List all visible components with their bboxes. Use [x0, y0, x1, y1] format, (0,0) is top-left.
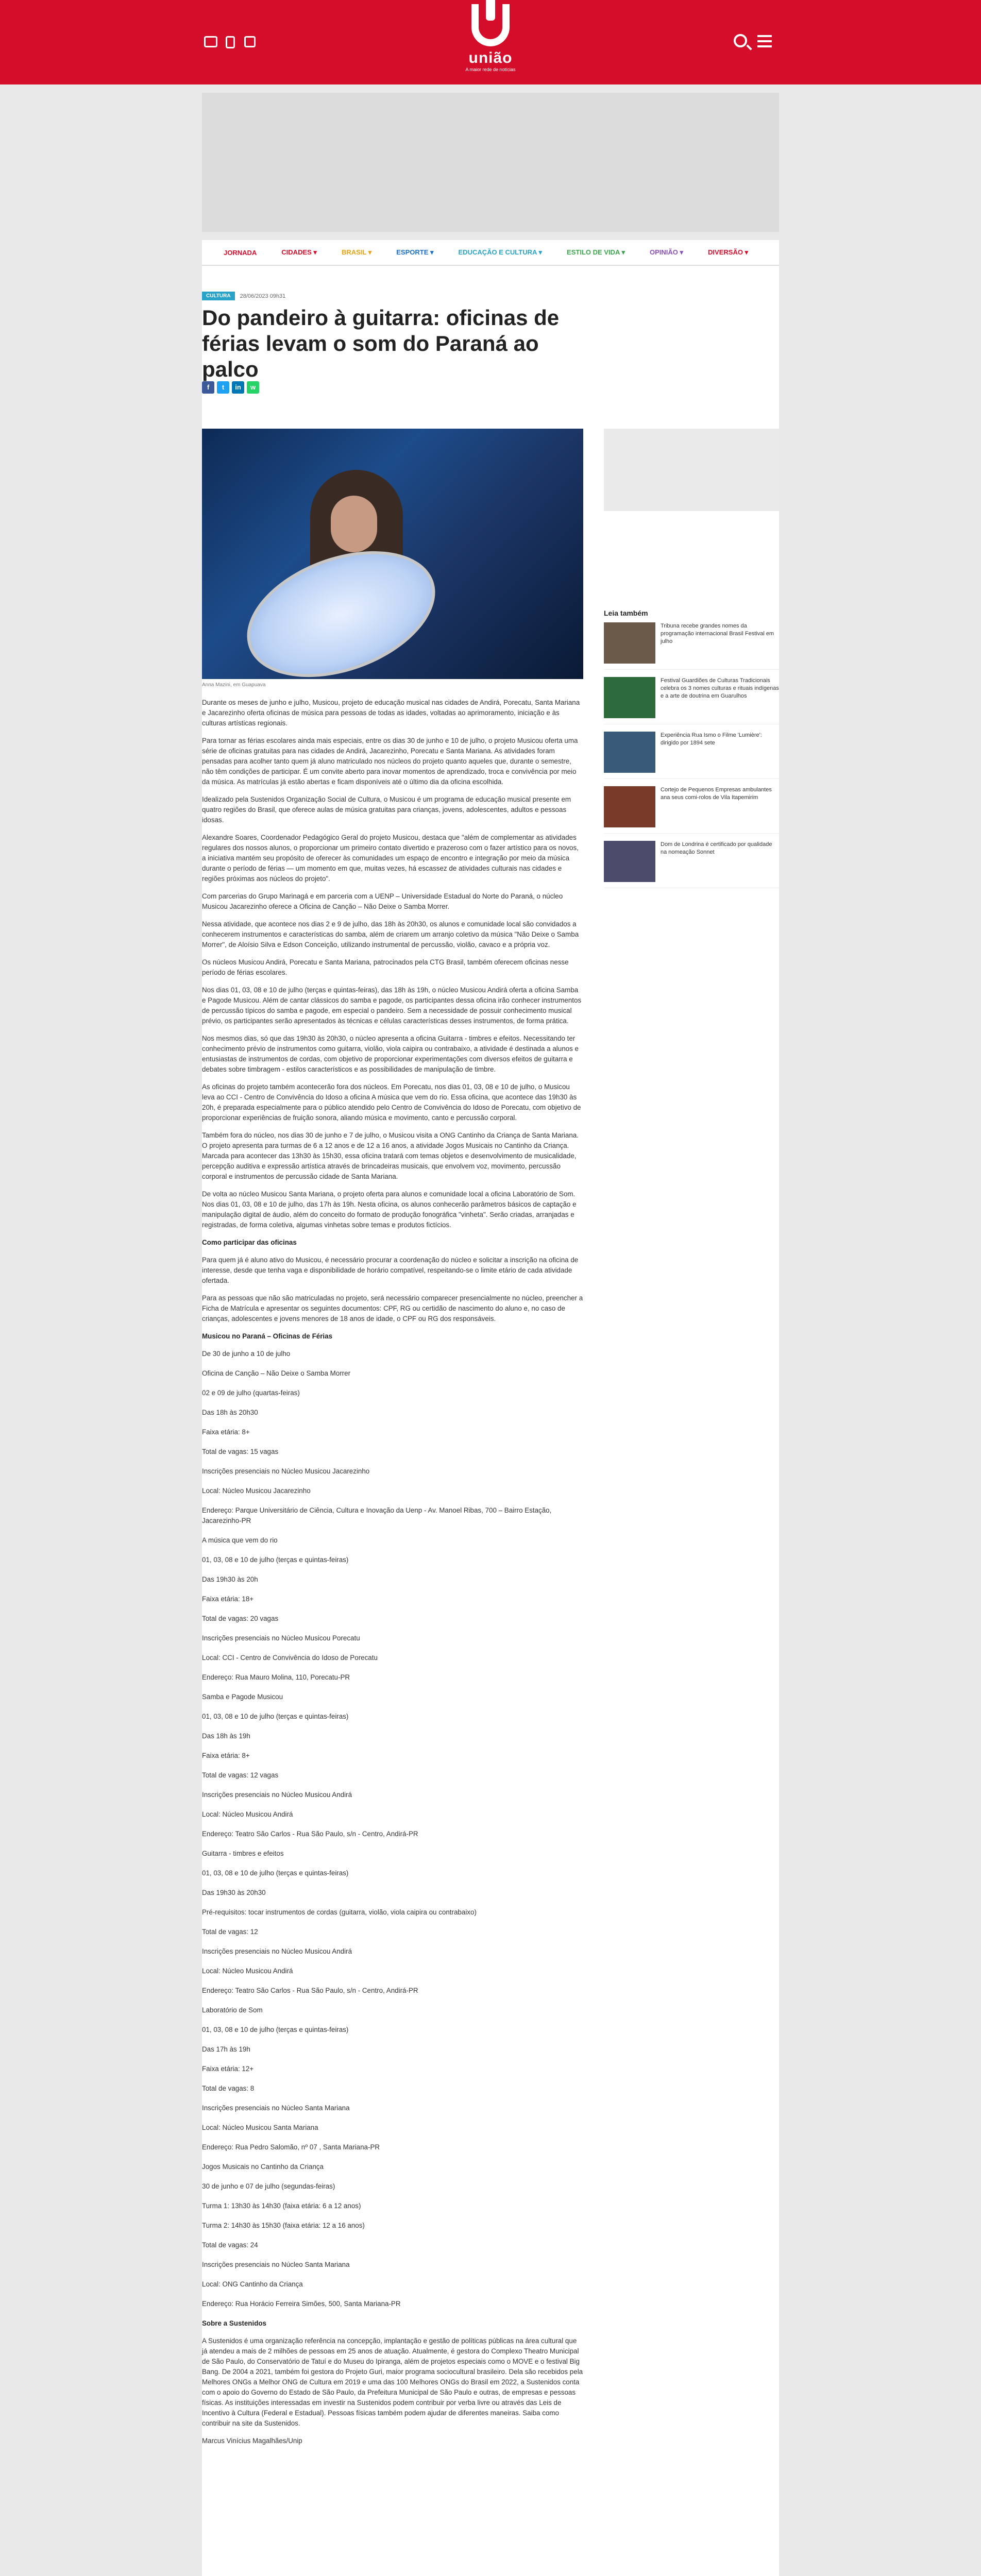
article-paragraph: Total de vagas: 24: [202, 2241, 258, 2249]
hamburger-menu-icon[interactable]: [757, 35, 772, 47]
twitter-icon[interactable]: t: [217, 381, 229, 394]
article-paragraph: Total de vagas: 15 vagas: [202, 1448, 279, 1455]
article-paragraph: Faixa etária: 18+: [202, 1595, 254, 1603]
article-paragraph: Idealizado pela Sustenidos Organização Social de Cultura, o Musicou é um programa de educação musical presente em quatro regiões do Brasil, que oferece aulas de música gratuitas para crianças, jovens, adolescentes, adultos e pessoas idosas.: [202, 795, 571, 824]
newspaper-icon[interactable]: [226, 36, 235, 48]
related-item[interactable]: [604, 786, 779, 834]
article-paragraph: Local: ONG Cantinho da Criança: [202, 2280, 303, 2288]
article-paragraph: Total de vagas: 20 vagas: [202, 1615, 279, 1622]
top-ad-banner[interactable]: [202, 93, 779, 232]
linkedin-icon[interactable]: in: [232, 381, 244, 394]
article-paragraph: 02 e 09 de julho (quartas-feiras): [202, 1389, 300, 1397]
article-paragraph: Laboratório de Som: [202, 2006, 263, 2014]
image-caption: Anna Mazini, em Guapuava: [202, 682, 266, 688]
article-paragraph: 01, 03, 08 e 10 de julho (terças e quintas-feiras): [202, 2026, 349, 2033]
article-paragraph: Das 18h às 20h30: [202, 1409, 258, 1416]
article-paragraph: Inscrições presenciais no Núcleo Santa Mariana: [202, 2104, 350, 2112]
article-paragraph: Turma 1: 13h30 às 14h30 (faixa etária: 6 a 12 anos): [202, 2202, 361, 2210]
article-paragraph: Endereço: Rua Horácio Ferreira Simões, 500, Santa Mariana-PR: [202, 2300, 401, 2308]
related-title[interactable]: Experiência Rua Ismo o Filme 'Lumière': dirigido por 1894 sete: [661, 732, 762, 746]
article-paragraph: Total de vagas: 12: [202, 1928, 258, 1936]
article-paragraph: Inscrições presenciais no Núcleo Musicou Andirá: [202, 1791, 352, 1799]
sidebar-title: Leia também: [604, 609, 648, 617]
nav-item[interactable]: JORNADA: [224, 248, 257, 257]
related-thumbnail[interactable]: [604, 677, 655, 718]
related-thumbnail[interactable]: [604, 841, 655, 882]
article-paragraph: Local: Núcleo Musicou Santa Mariana: [202, 2124, 318, 2131]
article-paragraph: Nos dias 01, 03, 08 e 10 de julho (terças e quintas-feiras), das 18h às 19h, o núcleo Musicou Andirá oferta a oficina Samba e Pagode Musicou. Além de cantar clássicos do samba e pagode, os participantes dessa oficina irão conhecer instrumentos de percussão típicos do samba e pagode, em especial o pandeiro. Sem a necessidade de possuir conhecimento musical prévio, os participantes serão apresentados às técnicas e células características desses instrumentos, de forma prática.: [202, 986, 582, 1025]
logo-name: união: [468, 49, 513, 66]
article-hero-image: [202, 429, 583, 679]
nav-item[interactable]: DIVERSÃO ▾: [708, 248, 749, 256]
article-paragraph: Endereço: Teatro São Carlos - Rua São Paulo, s/n - Centro, Andirá-PR: [202, 1830, 418, 1838]
related-list: [604, 622, 779, 895]
section-heading: Como participar das oficinas: [202, 1239, 297, 1246]
article-paragraph: Para quem já é aluno ativo do Musicou, é necessário procurar a coordenação do núcleo e solicitar a inscrição na oficina de interesse, desde que tenha vaga e disponibilidade de horário compatível, respeitando-se o limite etário de cada atividade ofertada.: [202, 1256, 579, 1284]
related-item[interactable]: [604, 841, 779, 888]
logo-tagline: A maior rede de notícias: [465, 67, 516, 72]
radio-icon[interactable]: [244, 36, 256, 47]
article-paragraph: Samba e Pagode Musicou: [202, 1693, 283, 1701]
article-paragraph: Endereço: Rua Pedro Salomão, nº 07 , Santa Mariana-PR: [202, 2143, 380, 2151]
top-header: [0, 0, 981, 84]
related-item[interactable]: [604, 677, 779, 724]
article-paragraph: Local: CCI - Centro de Convivência do Idoso de Porecatu: [202, 1654, 378, 1662]
article-paragraph: De volta ao núcleo Musicou Santa Mariana, o projeto oferta para alunos e comunidade local a oficina Laboratório de Som. Nos dias 01, 03, 08 e 10 de julho, das 17h às 19h. Nesta oficina, os alunos conhecerão parâmetros básicos de captação e manipulação digital de áudio, além do conceito do formato de produção fonográfica "vinheta". Serão criadas, arranjadas e registradas, de forma coletiva, algumas vinhetas sobre temas e produtos fictícios.: [202, 1190, 577, 1229]
article-meta: [202, 292, 285, 300]
nav-item[interactable]: CIDADES ▾: [281, 248, 317, 256]
article-paragraph: Guitarra - timbres e efeitos: [202, 1850, 284, 1857]
article-paragraph: Faixa etária: 8+: [202, 1428, 250, 1436]
article-paragraph: Endereço: Teatro São Carlos - Rua São Paulo, s/n - Centro, Andirá-PR: [202, 1987, 418, 1994]
article-paragraph: Turma 2: 14h30 às 15h30 (faixa etária: 12 a 16 anos): [202, 2222, 365, 2229]
category-badge[interactable]: CULTURA: [202, 292, 235, 300]
article-paragraph: Inscrições presenciais no Núcleo Musicou Porecatu: [202, 1634, 360, 1642]
related-title[interactable]: Festival Guardiões de Culturas Tradicionais celebra os 3 nomes culturas e rituais indígenas e a arte de doutrina em Guarulhos: [661, 677, 779, 699]
article-paragraph: 01, 03, 08 e 10 de julho (terças e quintas-feiras): [202, 1556, 349, 1564]
tv-icon[interactable]: [204, 36, 217, 47]
article-paragraph: 01, 03, 08 e 10 de julho (terças e quintas-feiras): [202, 1713, 349, 1720]
article-paragraph: Das 19h30 às 20h: [202, 1575, 258, 1583]
related-title[interactable]: Tribuna recebe grandes nomes da programação internacional Brasil Festival em julho: [661, 623, 774, 645]
site-logo[interactable]: [464, 4, 517, 76]
article-paragraph: Nos mesmos dias, só que das 19h30 às 20h30, o núcleo apresenta a oficina Guitarra - timbres e efeitos. Necessitando ter conhecimento prévio de instrumentos como guitarra, violão, viola caipira ou contrabaixo, a atividade é destinada a alunos e entusiastas de instrumentos de cordas, com objetivo de proporcionar experimentações com diversos efeitos de guitarra e debates sobre timbragem - estilos característicos e as possibilidades de manipulação de timbre.: [202, 1035, 579, 1073]
related-thumbnail[interactable]: [604, 786, 655, 827]
article-title: Do pandeiro à guitarra: oficinas de férias levam o som do Paraná ao palco: [202, 306, 560, 381]
article-paragraph: As oficinas do projeto também acontecerão fora dos núcleos. Em Porecatu, nos dias 01, 03, 08 e 10 de julho, o Musicou leva ao CCI - Centro de Convivência do Idoso a oficina A música que vem do rio. Essa oficina, que acontece das 19h30 às 20h, é preparada especialmente para o público atendido pelo Centro de Convivência do Idoso de Porecatu, com objetivo de proporcionar experiências de fruição sonora, aliando música e movimento, canto e percussão corporal.: [202, 1083, 581, 1122]
article-paragraph: Das 18h às 19h: [202, 1732, 250, 1740]
nav-item[interactable]: ESPORTE ▾: [396, 248, 434, 256]
article-paragraph: Oficina de Canção – Não Deixe o Samba Morrer: [202, 1369, 351, 1377]
article-paragraph: A Sustenidos é uma organização referência na concepção, implantação e gestão de políticas públicas na área cultural que já atendeu a mais de 2 milhões de pessoas em 25 anos de atuação. Atualmente, é gestora do Complexo Theatro Municipal de São Paulo, do Conservatório de Tatuí e do Museu do Ipiranga, além de projetos especiais como o MOVE e o festival Big Bang. De 2004 a 2021, também foi gestora do Projeto Guri, maior programa sociocultural brasileiro. Dela são recebidos pela Melhores ONGs a Melhor ONG de Cultura em 2019 e uma das 100 Melhores ONGs do Brasil em 2022, a Sustenidos conta com o apoio do Governo do Estado de São Paulo, da Prefeitura Municipal de São Paulo e outras, de empresas e pessoas físicas. As instituições interessadas em investir na Sustenidos podem contribuir por verba livre ou através das Leis de Incentivo à Cultura (Federal e Estadual). Pessoas físicas também podem ajudar de diferentes maneiras. Saiba como contribuir na site da Sustenidos.: [202, 2337, 583, 2427]
article-paragraph: Total de vagas: 12 vagas: [202, 1771, 279, 1779]
related-item[interactable]: [604, 622, 779, 670]
article-paragraph: Faixa etária: 12+: [202, 2065, 254, 2073]
main-content: [202, 266, 779, 2576]
article-paragraph: Também fora do núcleo, nos dias 30 de junho e 7 de julho, o Musicou visita a ONG Cantinho da Criança de Santa Mariana. O projeto apresenta para turmas de 6 a 12 anos e de 12 a 16 anos, a atividade Jogos Musicais no Cantinho da Criança. Marcada para acontecer das 13h30 às 15h30, essa oficina tratará com temas objetos e desenvolvimento de musicalidade, percepção auditiva e expressão artística através de brincadeiras musicais, que envolvem voz, movimento, percussão corporal e instrumentos de percussão cidade de Santa Mariana.: [202, 1131, 579, 1180]
article-paragraph: Endereço: Parque Universitário de Ciência, Cultura e Inovação da Uenp - Av. Manoel Ribas, 700 – Bairro Estação, Jacarezinho-PR: [202, 1506, 552, 1524]
logo-mark: [471, 4, 510, 46]
article-paragraph: Das 19h30 às 20h30: [202, 1889, 266, 1896]
article-paragraph: Local: Núcleo Musicou Andirá: [202, 1810, 293, 1818]
article-paragraph: Durante os meses de junho e julho, Musicou, projeto de educação musical nas cidades de Andirá, Porecatu, Santa Mariana e Jacarezinho oferta oficinas de música para pessoas de todas as idades, voltadas ao aprimoramento, iniciação e às culturas artísticas regionais.: [202, 699, 580, 727]
article-paragraph: De 30 de junho a 10 de julho: [202, 1350, 291, 1358]
article-paragraph: Inscrições presenciais no Núcleo Musicou Andirá: [202, 1947, 352, 1955]
article-paragraph: Os núcleos Musicou Andirá, Porecatu e Santa Mariana, patrocinados pela CTG Brasil, também oferecem oficinas nesse período de férias escolares.: [202, 958, 569, 976]
article-paragraph: 30 de junho e 07 de julho (segundas-feiras): [202, 2182, 335, 2190]
article-date: 28/06/2023 09h31: [240, 293, 286, 299]
section-heading: Musicou no Paraná – Oficinas de Férias: [202, 1332, 333, 1340]
article-paragraph: Nessa atividade, que acontece nos dias 2 e 9 de julho, das 18h às 20h30, os alunos e comunidade local são convidados a conhecerem instrumentos e características do samba, além de criarem um arranjo coletivo da música "Não Deixe o Samba Morrer", de Aloísio Silva e Edson Conceição, utilizando instrumental de percussão, violão, cavaco e a própria voz.: [202, 920, 579, 948]
related-title[interactable]: Dom de Londrina é certificado por qualidade na nomeação Sonnet: [661, 841, 772, 855]
article-paragraph: Pré-requisitos: tocar instrumentos de cordas (guitarra, violão, viola caipira ou contrabaixo): [202, 1908, 477, 1916]
nav-item[interactable]: BRASIL ▾: [341, 248, 372, 256]
related-thumbnail[interactable]: [604, 622, 655, 664]
related-title[interactable]: Cortejo de Pequenos Empresas ambulantes ana seus comi-rolos de Vila Itapemirim: [661, 787, 772, 801]
article-paragraph: Total de vagas: 8: [202, 2084, 255, 2092]
hero-face: [331, 496, 377, 552]
facebook-icon[interactable]: f: [202, 381, 214, 394]
article-paragraph: Endereço: Rua Mauro Molina, 110, Porecatu-PR: [202, 1673, 350, 1681]
nav-item[interactable]: ESTILO DE VIDA ▾: [567, 248, 625, 256]
related-thumbnail[interactable]: [604, 732, 655, 773]
section-heading: Sobre a Sustenidos: [202, 2319, 267, 2327]
search-icon[interactable]: [734, 34, 747, 47]
article-paragraph: Jogos Musicais no Cantinho da Criança: [202, 2163, 324, 2171]
article-paragraph: Local: Núcleo Musicou Jacarezinho: [202, 1487, 311, 1495]
article-paragraph: A música que vem do rio: [202, 1536, 278, 1544]
sidebar-ad[interactable]: [604, 429, 779, 511]
whatsapp-icon[interactable]: w: [247, 381, 259, 394]
article-paragraph: Para tornar as férias escolares ainda mais especiais, entre os dias 30 de junho e 10 de julho, o projeto Musicou oferta uma série de oficinas gratuitas para nas cidades de Andirá, Jacarezinho, Porecatu e Santa Mariana. As atividades foram pensadas para acolher tanto quem já aluno matriculado nos núcleos do projeto quanto aqueles que, durante o semestre, não têm condições de participar. É um convite aberto para inovar momentos de aprendizado, troca e convivência por meio da música. As matrículas já estão abertas e ficam disponíveis até o último dia da oficina escolhida.: [202, 737, 578, 786]
article-paragraph: Marcus Vinícius Magalhães/Unip: [202, 2437, 302, 2445]
article-paragraph: Faixa etária: 8+: [202, 1752, 250, 1759]
article-paragraph: Alexandre Soares, Coordenador Pedagógico Geral do projeto Musicou, destaca que "além de complementar as atividades regulares dos nossos alunos, o proporcionar um primeiro contato divertido e prazeroso com o fazer artístico para os novos, a iniciativa mantém seu propósito de oferecer às comunidades um espaço de encontro e integração por meio da música durante o período de férias — um momento em que, muitas vezes, há escassez de atividades culturais nas cidades e regiões próximas aos núcleos do projeto".: [202, 834, 579, 883]
article-paragraph: Inscrições presenciais no Núcleo Santa Mariana: [202, 2261, 350, 2268]
nav-item[interactable]: OPINIÃO ▾: [650, 248, 684, 256]
share-buttons: [202, 381, 259, 394]
main-navigation: [202, 240, 779, 266]
article-paragraph: 01, 03, 08 e 10 de julho (terças e quintas-feiras): [202, 1869, 349, 1877]
article-paragraph: Inscrições presenciais no Núcleo Musicou Jacarezinho: [202, 1467, 370, 1475]
article-paragraph: Local: Núcleo Musicou Andirá: [202, 1967, 293, 1975]
article-paragraph: Das 17h às 19h: [202, 2045, 250, 2053]
article-body: [202, 698, 583, 2455]
article-paragraph: Com parcerias do Grupo Marinagá e em parceria com a UENP – Universidade Estadual do Norte do Paraná, o núcleo Musicou Jacarezinho oferece a Oficina de Canção – Não Deixe o Samba Morrer.: [202, 892, 563, 910]
related-item[interactable]: [604, 732, 779, 779]
article-paragraph: Para as pessoas que não são matriculadas no projeto, será necessário comparecer presencialmente no núcleo, preencher a Ficha de Matrícula e apresentar os seguintes documentos: CPF, RG ou certidão de nascimento do aluno e, no caso de crianças, adolescentes e jovens menores de 18 anos de idade, o CPF ou RG dos responsáveis.: [202, 1294, 583, 1323]
nav-item[interactable]: EDUCAÇÃO E CULTURA ▾: [458, 248, 543, 256]
